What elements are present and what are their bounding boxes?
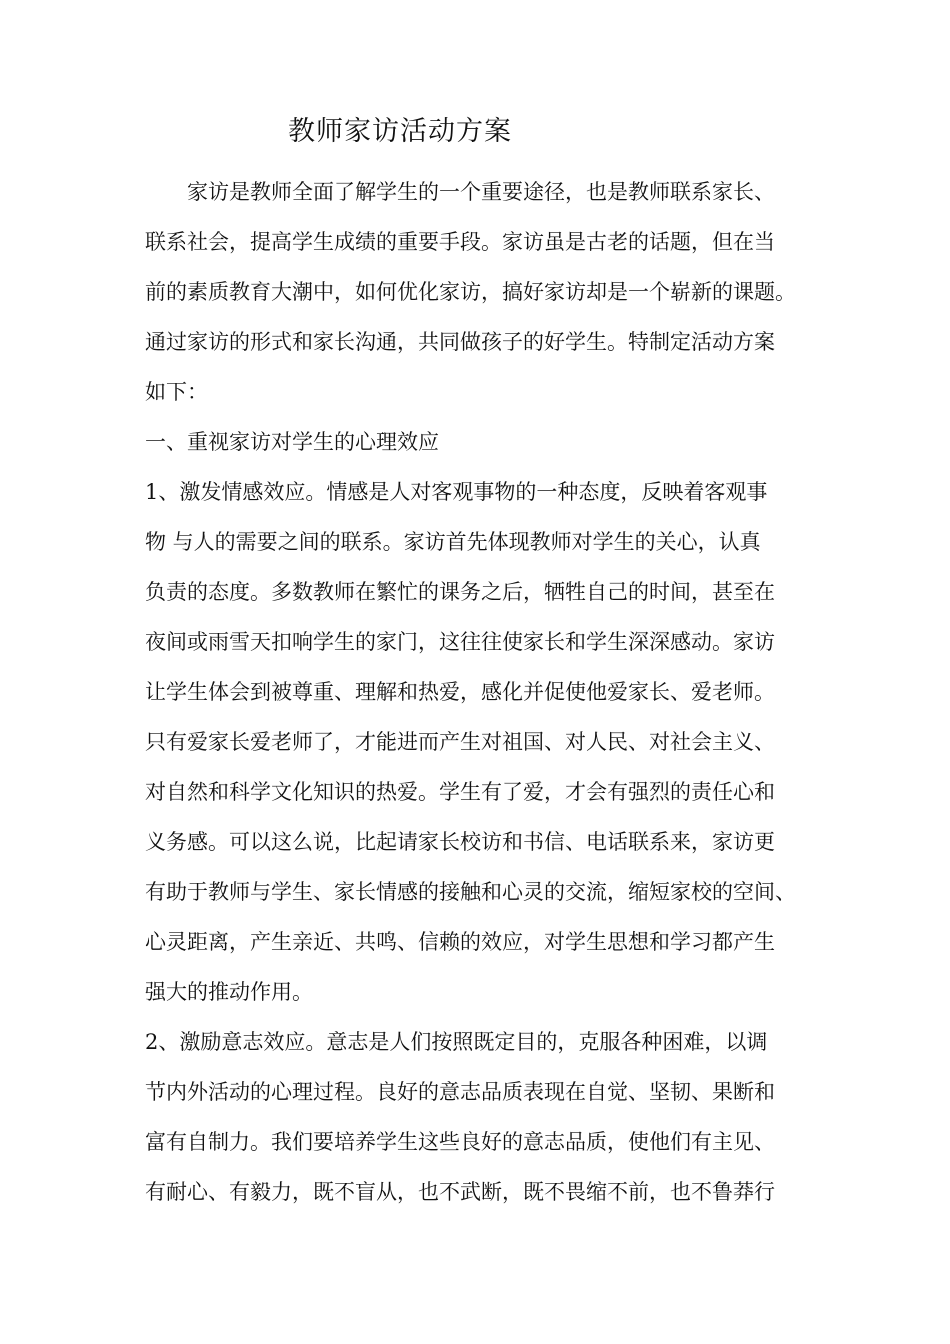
text-line: 如下：: [145, 380, 208, 404]
text-line: 让学生体会到被尊重、理解和热爱，感化并促使他爱家长、爱老师。: [145, 680, 775, 704]
text-line: 夜间或雨雪天扣响学生的家门，这往往使家长和学生深深感动。家访: [145, 630, 775, 654]
section-heading: 一、重视家访对学生的心理效应: [145, 430, 439, 454]
text-line: 强大的推动作用。: [145, 980, 313, 1004]
text-line: 义务感。可以这么说，比起请家长校访和书信、电话联系来，家访更: [145, 830, 775, 854]
text-line: 负责的态度。多数教师在繁忙的课务之后，牺牲自己的时间，甚至在: [145, 580, 775, 604]
text-line: 前的素质教育大潮中，如何优化家访，搞好家访却是一个崭新的课题。: [145, 280, 796, 304]
text-line: 有助于教师与学生、家长情感的接触和心灵的交流，缩短家校的空间、: [145, 880, 796, 904]
document-body: [145, 167, 810, 1217]
text-line: 1、激发情感效应。情感是人对客观事物的一种态度，反映着客观事: [145, 480, 768, 504]
text-line: 有耐心、有毅力，既不盲从，也不武断，既不畏缩不前，也不鲁莽行: [145, 1180, 775, 1204]
text-line: 家访是教师全面了解学生的一个重要途径，也是教师联系家长、: [187, 180, 775, 204]
text-line: 对自然和科学文化知识的热爱。学生有了爱，才会有强烈的责任心和: [145, 780, 775, 804]
text-line: 节内外活动的心理过程。良好的意志品质表现在自觉、坚韧、果断和: [145, 1080, 775, 1104]
document-title: 教师家访活动方案: [288, 116, 512, 147]
text-line: 通过家访的形式和家长沟通，共同做孩子的好学生。特制定活动方案: [145, 330, 775, 354]
text-line: 只有爱家长爱老师了，才能进而产生对祖国、对人民、对社会主义、: [145, 730, 775, 754]
text-line: 心灵距离，产生亲近、共鸣、信赖的效应，对学生思想和学习都产生: [145, 930, 775, 954]
text-line: 2、激励意志效应。意志是人们按照既定目的，克服各种困难，以调: [145, 1030, 768, 1054]
text-line: 物 与人的需要之间的联系。家访首先体现教师对学生的关心，认真: [145, 530, 761, 554]
text-line: 富有自制力。我们要培养学生这些良好的意志品质，使他们有主见、: [145, 1130, 775, 1154]
text-line: 联系社会，提高学生成绩的重要手段。家访虽是古老的话题，但在当: [145, 230, 775, 254]
